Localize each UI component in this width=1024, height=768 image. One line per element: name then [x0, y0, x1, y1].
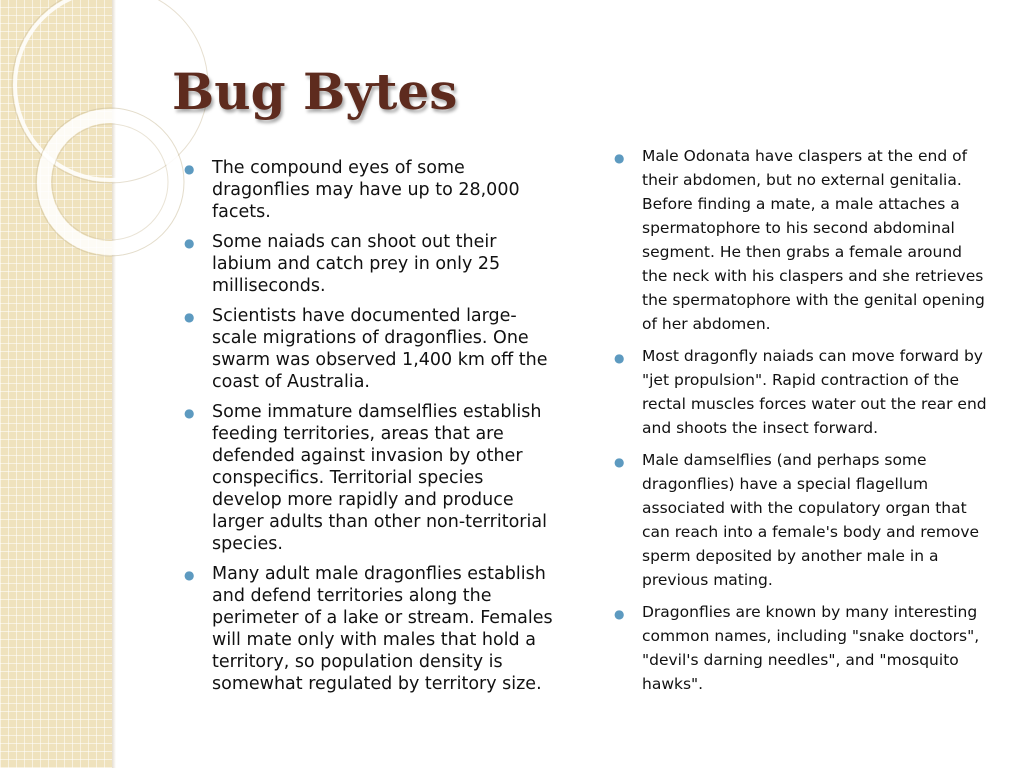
right-bullet-list: [612, 144, 992, 704]
bullet-dot-icon: ●: [614, 607, 625, 621]
list-item: [182, 305, 554, 393]
list-item: [612, 600, 992, 696]
bullet-dot-icon: ●: [614, 455, 625, 469]
bullet-dot-icon: ●: [614, 151, 625, 165]
list-item: [182, 231, 554, 297]
list-item: [182, 401, 554, 555]
list-item-text: Dragonflies are known by many interesting common names, including "snake doctors", "devil's darning needles", and "mosquito hawks".: [642, 603, 980, 693]
slide-title: Bug Bytes: [172, 62, 458, 121]
list-item: [612, 448, 992, 592]
bullet-dot-icon: ●: [184, 406, 195, 420]
list-item: [182, 563, 554, 695]
list-item-text: Male damselflies (and perhaps some dragonflies) have a special flagellum associated with the copulatory organ that can reach into a female's body and remove sperm deposited by another male in a previous mating.: [642, 451, 980, 589]
bullet-dot-icon: ●: [614, 351, 625, 365]
list-item-text: Scientists have documented large-scale migrations of dragonflies. One swarm was observed 1,400 km off the coast of Australia.: [212, 306, 548, 392]
list-item-text: Many adult male dragonflies establish and defend territories along the perimeter of a lake or stream. Females will mate only with males that hold a territory, so population density is somewhat regulated by territory size.: [212, 564, 553, 694]
list-item-text: The compound eyes of some dragonflies may have up to 28,000 facets.: [212, 158, 520, 222]
list-item-text: Most dragonfly naiads can move forward by "jet propulsion". Rapid contraction of the rectal muscles forces water out the rear end and shoots the insect forward.: [642, 347, 987, 437]
list-item-text: Some naiads can shoot out their labium and catch prey in only 25 milliseconds.: [212, 232, 501, 296]
side-band-edge-shadow: [112, 0, 116, 768]
list-item-text: Male Odonata have claspers at the end of their abdomen, but no external genitalia. Before finding a mate, a male attaches a spermatophore to his second abdominal segment. He then grabs a female around the neck with his claspers and she retrieves the spermatophore with the genital opening of her abdomen.: [642, 147, 985, 333]
list-item: [612, 344, 992, 440]
bullet-dot-icon: ●: [184, 310, 195, 324]
bullet-dot-icon: ●: [184, 162, 195, 176]
left-bullet-list: [182, 157, 554, 703]
list-item-text: Some immature damselflies establish feeding territories, areas that are defended against invasion by other conspecifics. Territorial species develop more rapidly and produce larger adults than other non-territorial species.: [212, 402, 547, 554]
list-item: [612, 144, 992, 336]
list-item: [182, 157, 554, 223]
decorative-side-band: [0, 0, 112, 768]
bullet-dot-icon: ●: [184, 236, 195, 250]
bullet-dot-icon: ●: [184, 568, 195, 582]
